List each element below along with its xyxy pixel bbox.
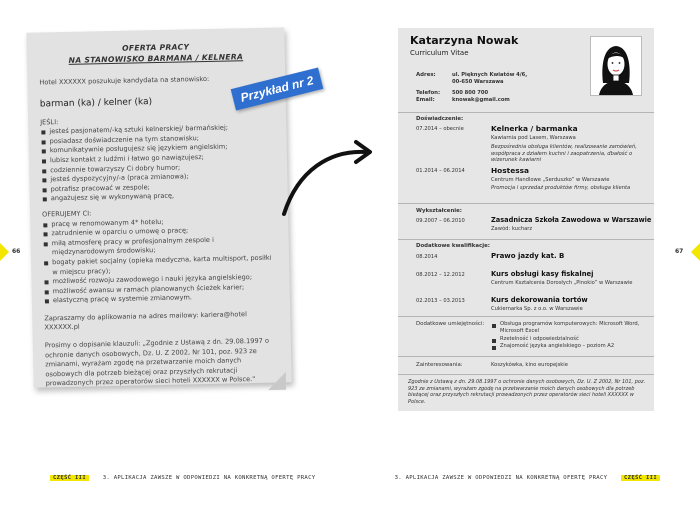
list-item: komunikatywnie posługujesz się językiem angielskim;	[41, 142, 271, 156]
cv-address-line2: 00-650 Warszawa	[452, 79, 504, 85]
cv-exp-desc: Bezpośrednia obsługa klientów, realizowanie zamówień, współpraca z działem kuchni i zaopatrzenia, dbałość o wizerunek kawiarni	[491, 144, 637, 164]
offer-title-line2: NA STANOWISKO BARMANA / KELNERA	[68, 52, 244, 65]
cv-add-title: Kurs dekorowania tortów	[491, 296, 588, 304]
page-number-left: 66	[12, 248, 21, 255]
offer-benefits-list	[42, 215, 274, 306]
divider	[398, 203, 654, 204]
offer-position: barman (ka) / kelner (ka)	[39, 96, 153, 110]
cv-add-date: 08.2012 – 12.2012	[416, 272, 465, 278]
list-item: zatrudnienie w oparciu o umowę o pracę;	[42, 225, 272, 239]
cv-interests: Koszykówka, kino europejskie	[491, 362, 568, 368]
left-page-tab	[0, 243, 9, 261]
cv-exp-role: Kelnerka / barmanka	[491, 124, 578, 133]
cv-exp-desc: Promocja i sprzedaż produktów firmy, obsługa klienta	[491, 185, 631, 191]
cv-exp-date: 01.2014 – 06.2014	[416, 168, 465, 174]
footer-part-label: CZĘŚĆ III	[621, 475, 660, 481]
cv-add-title: Kurs obsługi kasy fiskalnej	[491, 270, 594, 278]
cv-add-org: Centrum Kształcenia Dorosłych „Pinokio” w Warszawie	[491, 280, 633, 286]
list-item: potrafisz pracować w zespole;	[42, 180, 272, 194]
example-badge: Przykład nr 2	[231, 67, 324, 110]
list-item: możliwość awansu w ramach planowanych ścieżek karier;	[44, 282, 274, 296]
cv-email-label: Email:	[416, 97, 435, 103]
cv-edu-school: Zasadnicza Szkoła Zawodowa w Warszawie	[491, 216, 652, 224]
curved-arrow-icon	[270, 130, 380, 220]
list-item: pracę w renomowanym 4* hotelu;	[42, 215, 272, 229]
page-curl	[268, 372, 286, 390]
offer-if-heading: JEŚLI:	[40, 117, 59, 127]
divider	[398, 112, 654, 113]
offer-offer-heading: OFERUJEMY CI:	[42, 209, 92, 219]
cv-additional-heading: Dodatkowe kwalifikacje:	[416, 243, 490, 249]
cv-add-org: Cukiernarka Sp. z o.o. w Warszawie	[491, 306, 583, 312]
cv-exp-org: Centrum Handlowe „Serduszko” w Warszawie	[491, 177, 610, 183]
footer-right	[395, 475, 660, 481]
cv-subtitle: Curriculum Vitae	[410, 49, 469, 57]
right-page-tab	[691, 243, 700, 261]
list-item: Rzetelność i odpowiedzialność	[491, 336, 641, 343]
portrait-photo	[590, 36, 642, 96]
offer-title-line1: OFERTA PRACY	[121, 42, 190, 53]
divider	[398, 356, 654, 357]
cv-edu-date: 09.2007 – 06.2010	[416, 218, 465, 224]
cv-experience-heading: Doświadczenie:	[416, 116, 464, 122]
cv-clause: Zgodnie z Ustawą z dn. 29.08.1997 o ochronie danych osobowych, Dz. U. Z 2002, Nr 101, poz. 923 ze zmianami, wyrażam zgodę na przetwarzanie moich danych osobowych dla potrzeb bieżącej oraz przyszłych rekrutacji prowadzonych przez operatorów sieci hoteli XXXXXX w Polsce.	[408, 379, 646, 405]
offer-if-list	[40, 123, 272, 205]
list-item: codziennie towarzyszy Ci dobry humor;	[41, 161, 271, 175]
cv-edu-profession: Zawód: kucharz	[491, 226, 533, 232]
divider	[398, 239, 654, 240]
divider	[398, 316, 654, 317]
cv-skills-heading: Dodatkowe umiejętności:	[416, 321, 485, 327]
list-item: możliwość rozwoju zawodowego i nauki języka angielskiego;	[43, 273, 273, 287]
footer-part-label: CZĘŚĆ III	[50, 475, 89, 481]
list-item: posiadasz doświadczenie na tym stanowisku;	[41, 132, 271, 146]
offer-title	[27, 39, 285, 66]
list-item: Znajomość języka angielskiego – poziom A2	[491, 343, 641, 350]
cv-address-line1: ul. Pięknych Kwiatów 4/6,	[452, 72, 528, 78]
list-item: bogaty pakiet socjalny (opieka medyczna, karta multisport, posiłki w miejscu pracy);	[43, 254, 273, 278]
cv-education-heading: Wykształcenie:	[416, 208, 462, 214]
cv-name: Katarzyna Nowak	[410, 34, 519, 47]
list-item: angażujesz się w wykonywaną pracę,	[42, 190, 272, 204]
footer-left	[50, 475, 315, 481]
offer-intro: Hotel XXXXXX poszukuje kandydata na stanowisko:	[39, 74, 210, 87]
job-offer-sheet	[26, 27, 291, 387]
cv-exp-org: Kawiarnia pod Lasem, Warszawa	[491, 135, 576, 141]
footer-chapter: 3. APLIKACJA ZAWSZE W ODPOWIEDZI NA KONKRETNĄ OFERTĘ PRACY	[102, 475, 316, 481]
offer-apply: Zapraszamy do aplikowania na adres mailowy: kariera@hotel XXXXXX.pl	[44, 310, 247, 332]
list-item: miłą atmosferę pracy w profesjonalnym zespole i międzynarodowym środowisku;	[43, 234, 273, 258]
offer-clause: Prosimy o dopisanie klauzuli: „Zgodnie z Ustawą z dn. 29.08.1997 o ochronie danych osobowych, Dz. U. Z 2002, Nr 101, poz. 923 ze zmianami, wyrażam zgodę na przetwarzanie moich danych osobowych dla potrzeb bieżącej oraz przyszłych rekrutacji prowadzonych przez operatorów sieci hoteli XXXXXX w Polsce."	[44, 336, 270, 388]
cv-exp-date: 07.2014 – obecnie	[416, 126, 464, 132]
list-item: elastyczną pracę w systemie zmianowym.	[44, 292, 274, 306]
cv-sheet	[398, 28, 654, 411]
cv-add-title: Prawo jazdy kat. B	[491, 252, 565, 260]
list-item: Obsługa programów komputerowych: Microsoft Word, Microsoft Excel	[491, 321, 641, 336]
cv-exp-role: Hostessa	[491, 166, 529, 175]
cv-phone-label: Telefon:	[416, 90, 441, 96]
cv-skills-list	[491, 321, 641, 351]
cv-interests-heading: Zainteresowania:	[416, 362, 463, 368]
cv-add-date: 08.2014	[416, 254, 438, 260]
list-item: lubisz kontakt z ludźmi i łatwo go nawiązujesz;	[41, 152, 271, 166]
page-number-right: 67	[675, 248, 684, 255]
cv-address-label: Adres:	[416, 72, 436, 78]
footer-chapter: 3. APLIKACJA ZAWSZE W ODPOWIEDZI NA KONKRETNĄ OFERTĘ PRACY	[394, 475, 608, 481]
list-item: jesteś dyspozycyjny/-a (praca zmianowa);	[41, 171, 271, 185]
cv-email: knowak@gmail.com	[452, 97, 510, 103]
portrait-illustration-icon	[591, 37, 641, 95]
list-item: jesteś pasjonatem/-ką sztuki kelnerskiej/ barmańskiej;	[40, 123, 270, 137]
cv-add-date: 02.2013 – 03.2013	[416, 298, 465, 304]
divider	[398, 374, 654, 375]
cv-phone: 500 800 700	[452, 90, 489, 96]
